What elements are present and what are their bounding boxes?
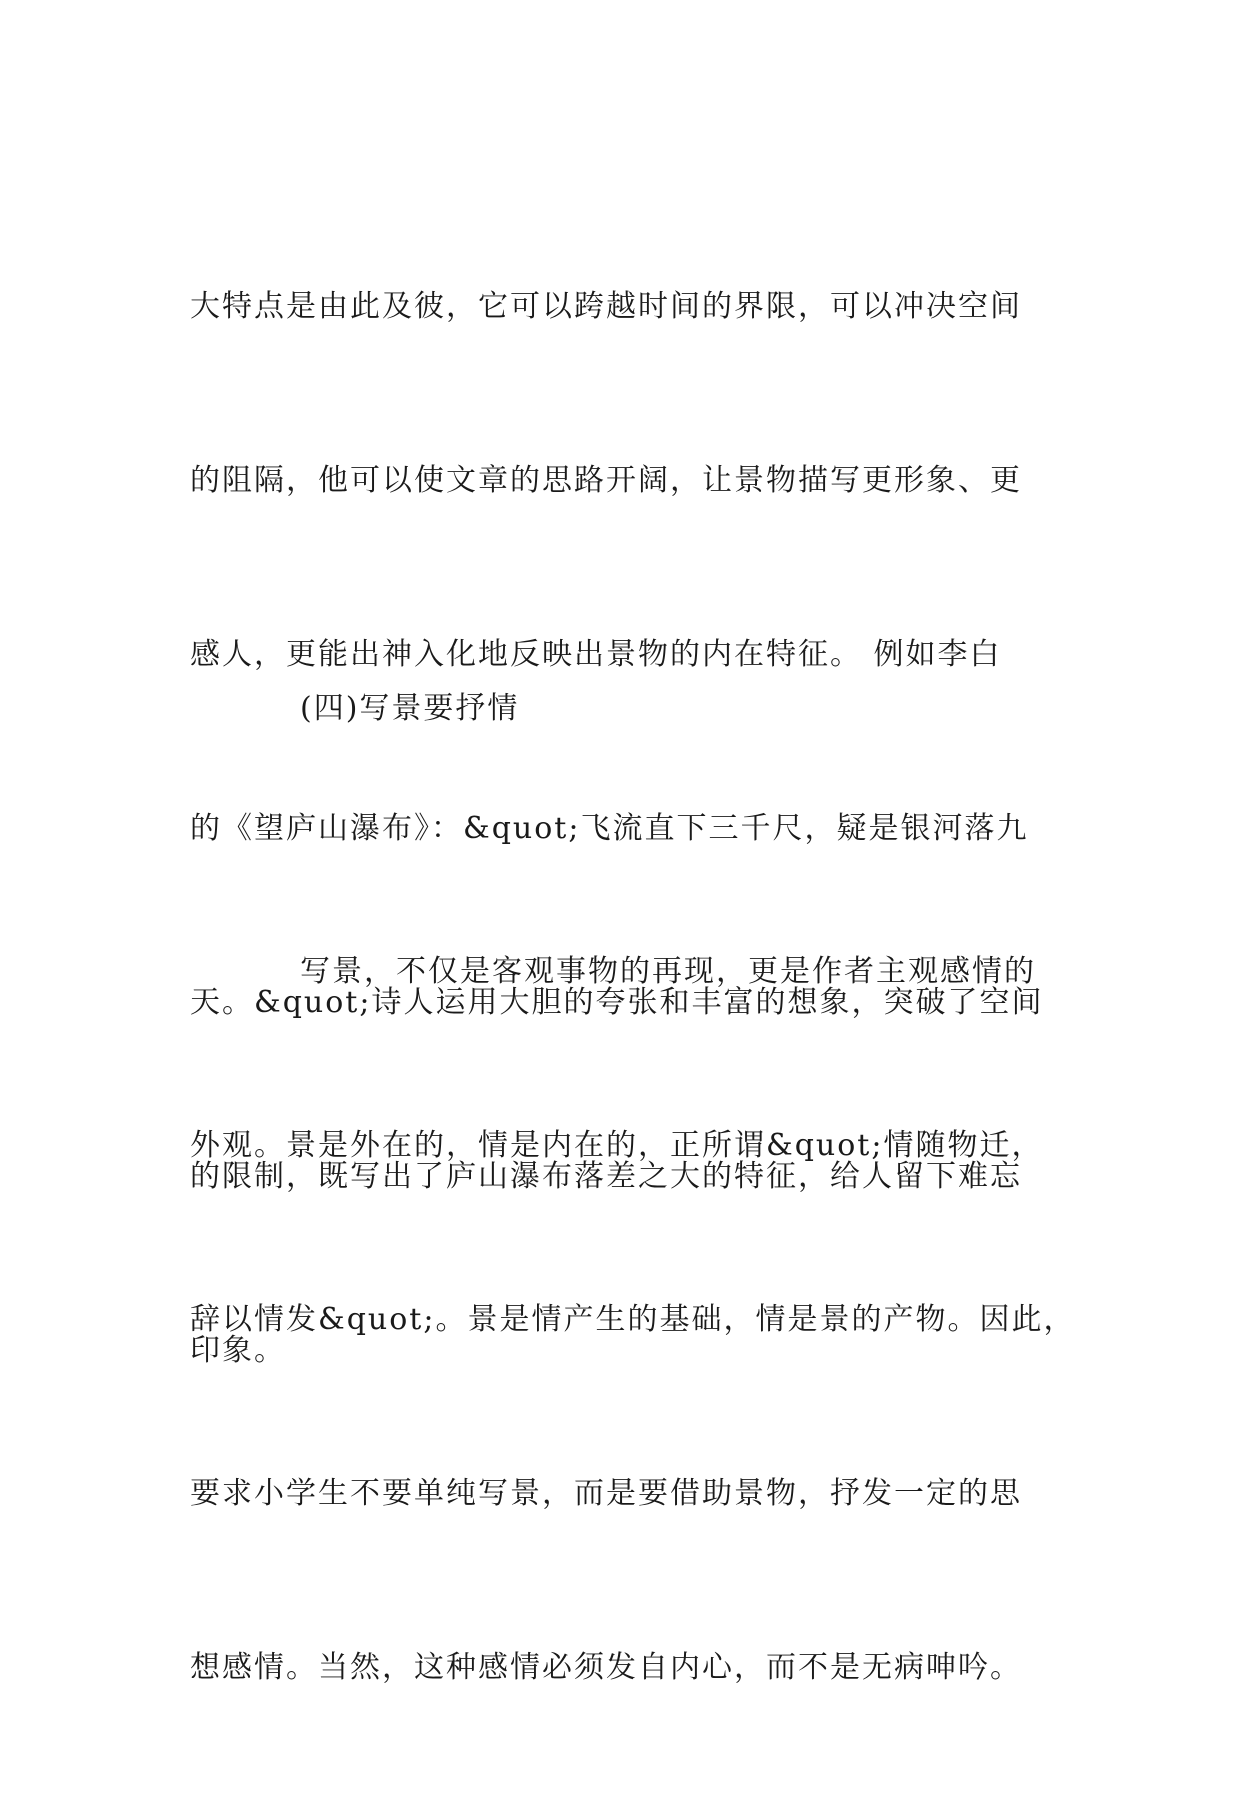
paragraph-line: 的限制，既写出了庐山瀑布落差之大的特征，给人留下难忘	[190, 1159, 1022, 1194]
paragraph-line: 的《望庐山瀑布》：&quot;飞流直下三千尺，疑是银河落九	[190, 811, 1029, 846]
paragraph-line: 的阻隔，他可以使文章的思路开阔，让景物描写更形象、更	[190, 463, 1022, 498]
paragraph-line: 大特点是由此及彼，它可以跨越时间的界限，可以冲决空间	[190, 289, 1022, 324]
paragraph-line: 印象。	[190, 1333, 286, 1368]
paragraph-line: 感人，更能出神入化地反映出景物的内在特征。 例如李白	[190, 637, 1002, 672]
paragraph-line: 辞以情发&quot;。景是情产生的基础，情是景的产物。因此，	[190, 1302, 1076, 1337]
paragraph-line: 要求小学生不要单纯写景，而是要借助景物，抒发一定的思	[190, 1476, 1022, 1511]
paragraph-line: 想感情。当然，这种感情必须发自内心，而不是无病呻吟。	[190, 1650, 1022, 1685]
section-heading: (四)写景要抒情	[300, 691, 520, 726]
body-paragraph-2	[190, 827, 1076, 1813]
paragraph-line: 写景，不仅是客观事物的再现，更是作者主观感情的	[300, 954, 1036, 989]
paragraph-line: 外观。景是外在的，情是内在的，正所谓&quot;情随物迁，	[190, 1128, 1044, 1163]
paragraph-line: 天。&quot;诗人运用大胆的夸张和丰富的想象，突破了空间	[190, 985, 1044, 1020]
